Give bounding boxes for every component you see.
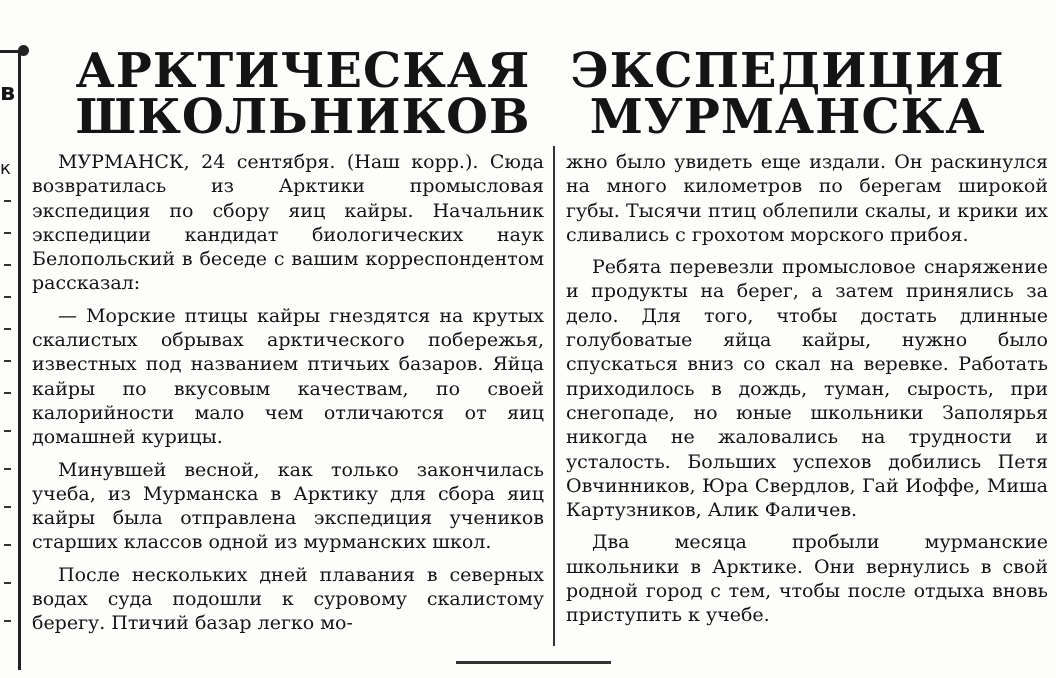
rule-dot: [18, 45, 29, 56]
article-paragraph: Минувшей весной, как только закончилась учеба, из Мурманска в Арктику для сбора яиц кайры была отправлена экспедиция учеников старших классов одной из мурманских школ.: [32, 458, 544, 554]
edge-dash: [4, 506, 11, 508]
edge-dash: [4, 328, 11, 330]
edge-dash: [4, 468, 11, 470]
edge-dash: [4, 264, 11, 266]
left-page-edge: [0, 0, 26, 678]
article-column-1: [32, 150, 544, 644]
edge-dash: [4, 582, 11, 584]
edge-fragment-letter: к: [0, 158, 11, 179]
headline-line: АРКТИЧЕСКАЯ: [75, 43, 531, 99]
edge-fragment-letter: в: [0, 78, 16, 106]
article-paragraph: Ребята перевезли промысловое снаряжение и продукты на берег, а затем принялись за дело. Для того, чтобы достать длинные голубоватые яйца кайры, нужно было спускаться вниз со скал на веревке. Работать приходилось в дождь, туман, сырость, при снегопаде, но юные школьники Заполярья никогда не жаловались на трудности и усталость. Больших успехов добились Петя Овчинников, Юра Свердлов, Гай Иоффе, Миша Картузников, Алик Фаличев.: [566, 256, 1048, 522]
edge-dash: [4, 544, 11, 546]
edge-dash: [4, 430, 11, 432]
column-divider: [553, 146, 555, 646]
headline-line: ШКОЛЬНИКОВ: [75, 89, 531, 145]
article-paragraph: — Морские птицы кайры гнездятся на крутых скалистых обрывах арктического побережья, известных под названием птичьих базаров. Яйца кайры по вкусовым качествам, по своей калорийности мало чем отличаются от яиц домашней курицы.: [32, 304, 544, 449]
headline-line: ЭКСПЕДИЦИЯ: [570, 43, 1005, 99]
edge-dash: [4, 360, 11, 362]
headline-left: [75, 43, 531, 145]
edge-dash: [4, 392, 11, 394]
headline-line: МУРМАНСКА: [589, 89, 986, 145]
end-rule: [456, 661, 611, 664]
article-paragraph: После нескольких дней плавания в северных водах суда подошли к суровому скалистому берегу. Птичий базар легко мо-: [32, 563, 544, 635]
edge-dash: [4, 232, 11, 234]
article-column-2: [566, 150, 1048, 636]
article-paragraph: жно было увидеть еще издали. Он раскинулся на много километров по берегам широкой губы. Тысячи птиц облепили скалы, и крики их сливались с грохотом морского прибоя.: [566, 151, 1048, 246]
headline-right: [570, 43, 1005, 145]
article-headline: [40, 43, 1040, 145]
article-paragraph: МУРМАНСК, 24 сентября. (Наш корр.). Сюда возвратилась из Арктики промысловая экспедиция по сбору яиц кайры. Начальник экспедиции кандидат биологических наук Белопольский в беседе с вашим корреспондентом рассказал:: [32, 151, 544, 295]
vertical-rule: [18, 50, 21, 670]
edge-dash: [4, 620, 11, 622]
edge-dash: [4, 200, 11, 202]
article-paragraph: Два месяца пробыли мурманские школьники в Арктике. Они вернулись в свой родной город с тем, чтобы после отдыха вновь приступить к учебе.: [566, 531, 1048, 627]
edge-dash: [4, 296, 11, 298]
